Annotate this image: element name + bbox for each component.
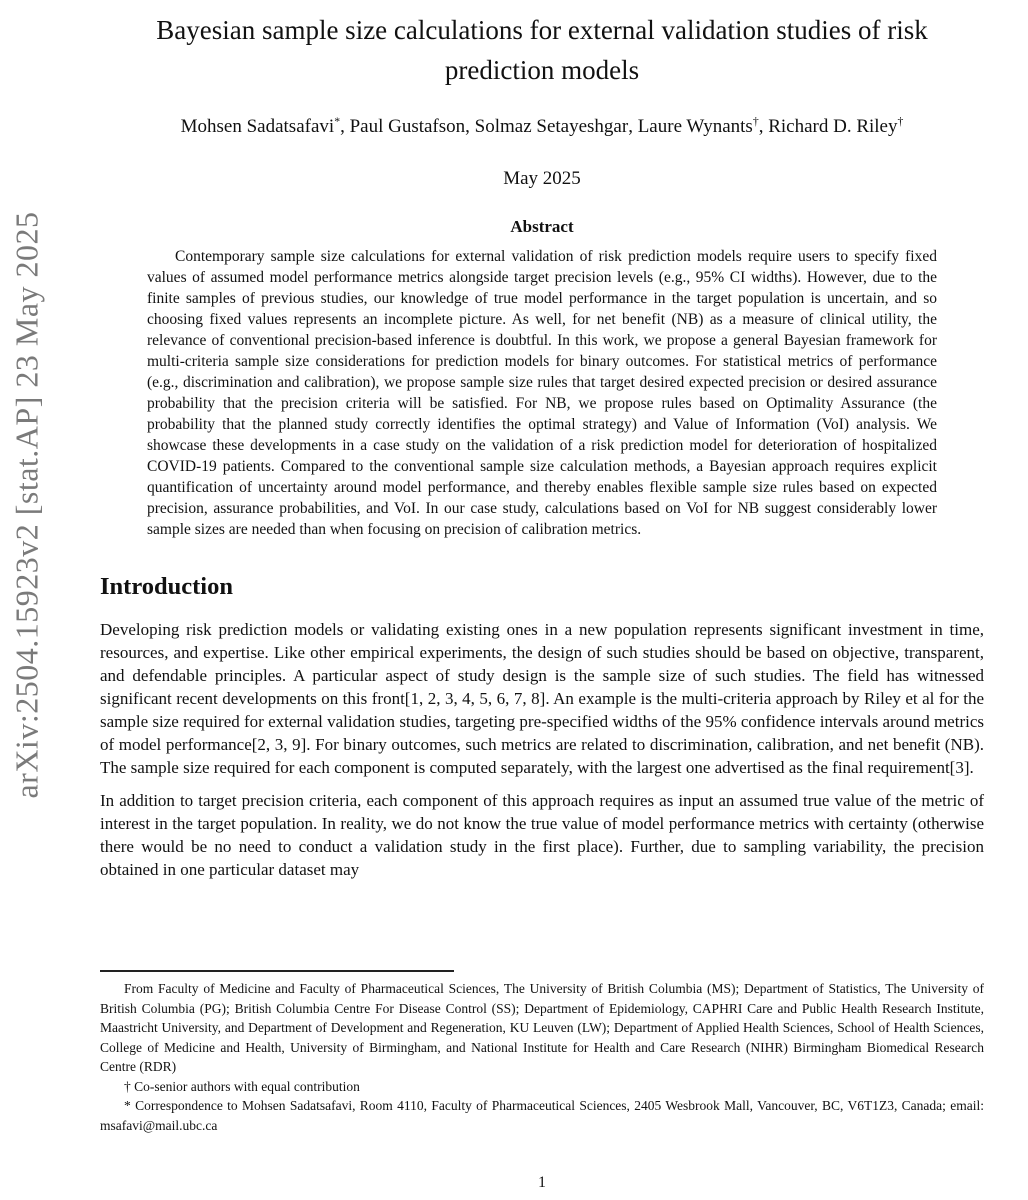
footnote-affiliations: From Faculty of Medicine and Faculty of Pharmaceutical Sciences, The University of British Columbia (MS); Department of Statistics, The University of British Columbia (PG); British Columbia Centre For Disease Control (SS); Department of Epidemiology, CAPHRI Care and Public Health Research Institute, Maastricht University, and Department of Development and Regeneration, KU Leuven (LW); Department of Applied Health Sciences, School of Health Sciences, College of Medicine and Health, University of Birmingham, and National Institute for Health and Care Research (NIHR) Birmingham Biomedical Research Centre (RDR) (100, 981, 984, 1074)
footnote-cosenior-note: † Co-senior authors with equal contribution (124, 1078, 360, 1094)
author: Solmaz Setayeshgar, (474, 116, 638, 137)
introduction-paragraph: Developing risk prediction models or validating existing ones in a new population represents significant investment in time, resources, and expertise. Like other empirical experiments, the design of such studies should be based on objective, transparent, and defendable principles. A particular aspect of study design is the sample size of such studies. The field has witnessed significant recent developments on this front[1, 2, 3, 4, 5, 6, 7, 8]. An example is the multi-criteria approach by Riley et al for the sample size required for external validation studies, targeting pre-specified widths of the 95% confidence intervals around metrics of model performance[2, 3, 9]. For binary outcomes, such metrics are related to discrimination, calibration, and net benefit (NB). The sample size required for each component is computed separately, with the largest one advertised as the final requirement[3]. (100, 620, 984, 777)
author: Richard D. Riley† (768, 115, 904, 137)
author-footnote-mark: † (897, 115, 904, 128)
author: Laure Wynants†, (637, 115, 769, 137)
paper-date: May 2025 (503, 168, 581, 189)
section-heading-introduction: Introduction (100, 573, 233, 600)
paper-title: Bayesian sample size calculations for external validation studies of risk prediction models (156, 15, 928, 85)
arxiv-watermark: arXiv:2504.15923v2 [stat.AP] 23 May 2025 (8, 211, 45, 799)
author: Mohsen Sadatsafavi*, (180, 115, 350, 137)
author-footnote-mark: † (752, 115, 759, 128)
introduction-paragraph: In addition to target precision criteria, each component of this approach requires as input an assumed true value of the metric of interest in the target population. In reality, we do not know the true value of model performance metrics with certainty (otherwise there would be no need to conduct a validation study in the first place). Further, due to sampling variability, the precision obtained in one particular dataset may (100, 791, 984, 879)
paper-content (100, 0, 984, 881)
footnote-rule (100, 970, 454, 972)
abstract-text: Contemporary sample size calculations for external validation of risk prediction models require users to specify fixed values of assumed model performance metrics alongside target precision levels (e.g., 95% CI widths). However, due to the finite samples of previous studies, our knowledge of true model performance in the target population is uncertain, and so choosing fixed values represents an incomplete picture. As well, for net benefit (NB) as a measure of clinical utility, the relevance of conventional precision-based inference is doubtful. In this work, we propose a general Bayesian framework for multi-criteria sample size considerations for prediction models for binary outcomes. For statistical metrics of performance (e.g., discrimination and calibration), we propose sample size rules that target desired expected precision or desired assurance probability that the precision criteria will be satisfied. For NB, we propose rules based on Optimality Assurance (the probability that the planned study correctly identifies the optimal strategy) and Value of Information (VoI) analysis. We showcase these developments in a case study on the validation of a risk prediction model for deterioration of hospitalized COVID-19 patients. Compared to the conventional sample size calculation methods, a Bayesian approach requires explicit quantification of uncertainty around model performance, and thereby enables flexible sample size rules based on expected precision, assurance probabilities, and VoI. In our case study, calculations based on VoI for NB suggest considerably lower sample sizes are needed than when focusing on precision of calibration metrics. (147, 248, 937, 538)
footnote-correspondence: * Correspondence to Mohsen Sadatsafavi, Room 4110, Faculty of Pharmaceutical Sciences, 2405 Wesbrook Mall, Vancouver, BC, V6T1Z3, Canada; email: msafavi@mail.ubc.ca (100, 1098, 984, 1133)
page-number: 1 (538, 1174, 546, 1191)
abstract-heading: Abstract (510, 217, 574, 236)
footnote-block (100, 970, 984, 1135)
author-footnote-mark: * (334, 115, 341, 128)
author: Paul Gustafson, (349, 116, 475, 137)
author-line (100, 116, 984, 138)
